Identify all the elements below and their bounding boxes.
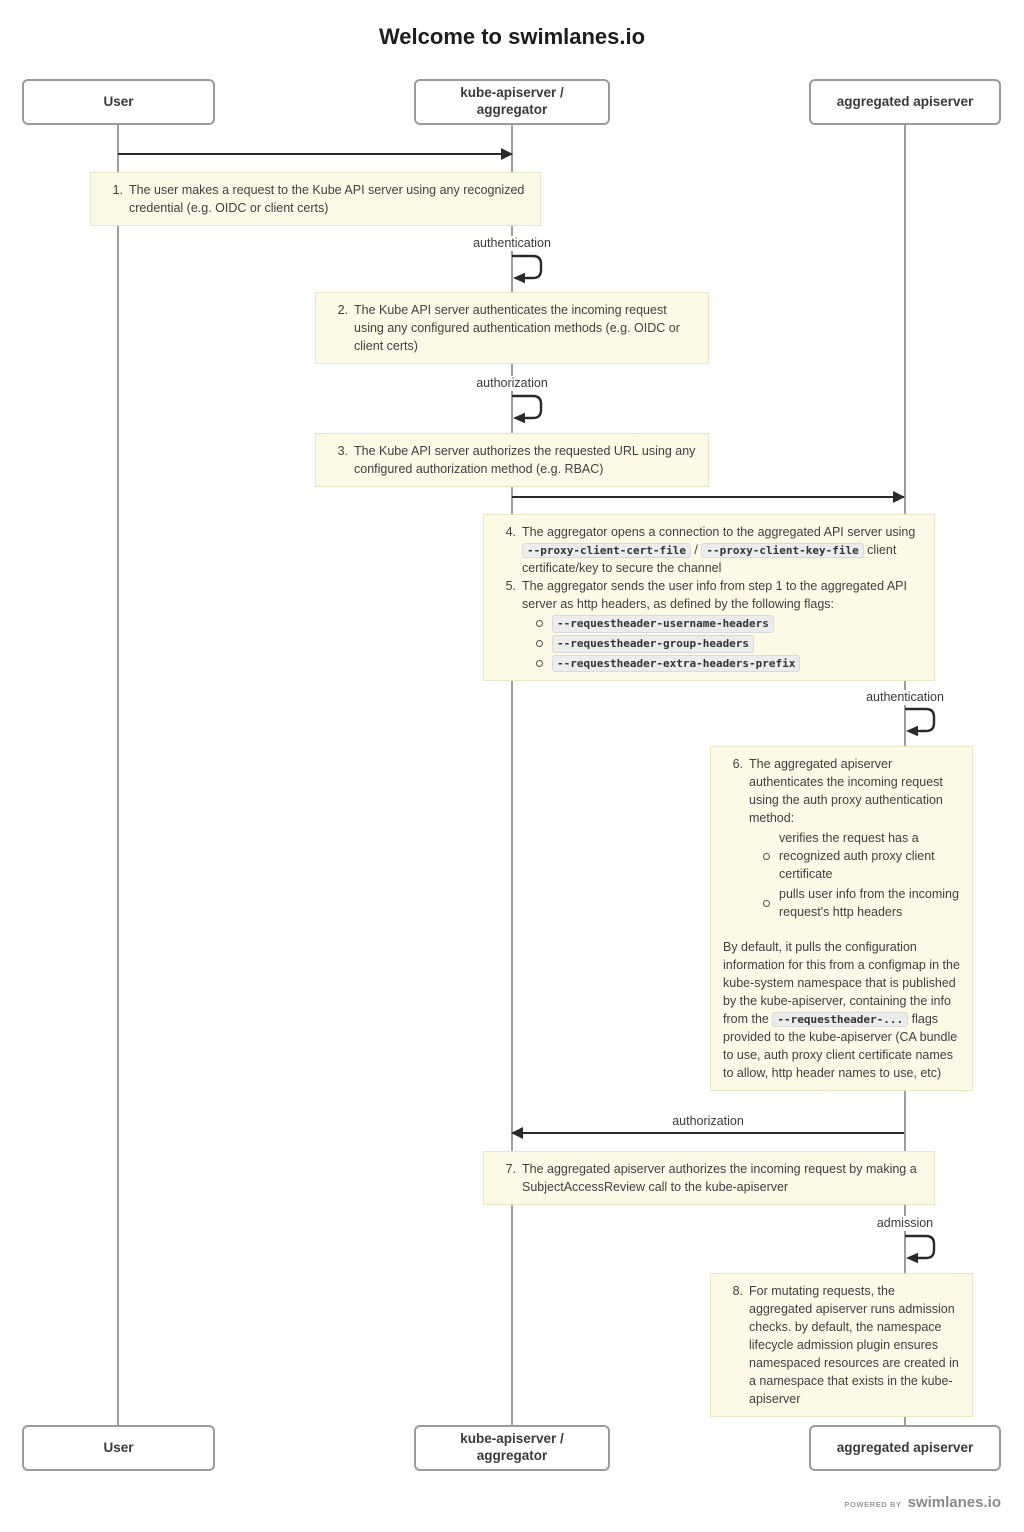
label-admission-aggregated: admission — [835, 1216, 975, 1231]
list-item — [103, 181, 528, 217]
note-text-segment: By default, it pulls the configuration information for this from a configmap in the kube-system namespace that is published by the kube-apiserver, containing the info from the — [723, 940, 960, 1026]
note-paragraph — [723, 938, 960, 1082]
list-item — [496, 1160, 922, 1196]
note-text: The Kube API server authorizes the requested URL using any configured authorization method (e.g. RBAC) — [354, 444, 696, 476]
note-text — [522, 523, 922, 577]
list-number: 2. — [337, 303, 348, 317]
sub-list-text: pulls user info from the incoming request's http headers — [779, 887, 959, 919]
note-text-segment: The aggregator opens a connection to the aggregated API server using — [522, 525, 916, 539]
actor-user-bottom — [22, 1425, 215, 1471]
bullet-circle-icon — [536, 640, 543, 647]
list-number: 3. — [337, 444, 348, 458]
sub-list-item — [536, 655, 922, 673]
note-step-8 — [710, 1273, 973, 1417]
actor-kube-label-line2: aggregator — [476, 1448, 548, 1463]
list-item — [328, 442, 696, 478]
footer-brand-link[interactable]: swimlanes.io — [907, 1494, 1001, 1511]
bullet-circle-icon — [763, 853, 770, 860]
actor-kube-apiserver-bottom — [414, 1425, 610, 1471]
note-text: The aggregated apiserver authorizes the incoming request by making a SubjectAccessReview call to the kube-apiserver — [522, 1162, 917, 1194]
page-title: Welcome to swimlanes.io — [378, 24, 646, 49]
arrowhead-right-icon — [893, 491, 905, 503]
label-authorization-kube: authorization — [442, 376, 582, 391]
message-arrow-kube-to-aggregated — [512, 496, 904, 498]
note-text-segment: flags provided to the kube-apiserver (CA bundle to use, auth proxy client certificate names to allow, http header names to use, etc) — [723, 1012, 958, 1080]
message-arrow-user-to-kube — [118, 153, 512, 155]
actor-kube-label-line1: kube-apiserver / — [460, 85, 564, 101]
label-authentication-kube: authentication — [442, 236, 582, 251]
note-text: The Kube API server authenticates the incoming request using any configured authentication methods (e.g. OIDC or client certs) — [354, 303, 680, 353]
note-step-2 — [315, 292, 709, 364]
code-flag-requestheader-ellipsis: --requestheader-... — [772, 1012, 908, 1027]
code-flag-requestheader-group-headers: --requestheader-group-headers — [552, 635, 754, 653]
code-flag-proxy-client-cert-file: --proxy-client-cert-file — [522, 543, 691, 558]
list-number: 5. — [505, 579, 516, 593]
lifeline-user — [117, 125, 119, 1425]
actor-aggregated-apiserver-top — [809, 79, 1001, 125]
list-item — [723, 1282, 960, 1408]
note-step-1 — [90, 172, 541, 226]
arrowhead-right-icon — [501, 148, 513, 160]
actor-kube-apiserver-top — [414, 79, 610, 125]
actor-user-top — [22, 79, 215, 125]
label-authorization-message: authorization — [638, 1114, 778, 1129]
self-loop-authorization-kube-icon — [511, 393, 547, 425]
note-text-segment: The aggregated apiserver authenticates the incoming request using the auth proxy authentication method: — [749, 757, 943, 825]
note-text — [749, 755, 960, 921]
actor-aggregated-apiserver-bottom — [809, 1425, 1001, 1471]
note-text-segment: client certificate/key to secure the channel — [522, 543, 897, 575]
note-step-3 — [315, 433, 709, 487]
actor-kube-label-line2: aggregator — [476, 102, 548, 117]
note-text: The user makes a request to the Kube API server using any recognized credential (e.g. OIDC or client certs) — [129, 183, 525, 215]
note-text: For mutating requests, the aggregated apiserver runs admission checks. by default, the namespace lifecycle admission plugin ensures namespaced resources are created in a namespace that exists in the kube-apiserver — [749, 1284, 959, 1406]
note-step-7 — [483, 1151, 935, 1205]
code-flag-proxy-client-key-file: --proxy-client-key-file — [701, 543, 863, 558]
self-loop-authentication-aggregated-icon — [904, 706, 940, 738]
list-item — [328, 301, 696, 355]
list-number: 6. — [732, 757, 743, 771]
sub-list-item — [536, 615, 922, 633]
note-text — [522, 577, 922, 672]
note-text-segment: / — [690, 543, 702, 557]
self-loop-authentication-kube-icon — [511, 253, 547, 285]
list-number: 8. — [732, 1284, 743, 1298]
sub-list-item — [763, 885, 960, 921]
list-number: 1. — [112, 183, 123, 197]
sub-list-text: verifies the request has a recognized auth proxy client certificate — [779, 831, 935, 881]
actor-user-label: User — [103, 1439, 134, 1455]
list-number: 7. — [505, 1162, 516, 1176]
sub-list-item — [763, 829, 960, 883]
note-step-4-5 — [483, 514, 935, 681]
code-flag-requestheader-username-headers: --requestheader-username-headers — [552, 615, 774, 633]
list-number: 4. — [505, 525, 516, 539]
actor-user-label: User — [103, 93, 134, 109]
list-item — [496, 523, 922, 577]
arrowhead-left-icon — [511, 1127, 523, 1139]
actor-aggregated-label: aggregated apiserver — [836, 93, 974, 109]
actor-aggregated-label: aggregated apiserver — [836, 1439, 974, 1455]
self-loop-admission-aggregated-icon — [904, 1233, 940, 1265]
bullet-circle-icon — [763, 900, 770, 907]
bullet-circle-icon — [536, 660, 543, 667]
label-authentication-aggregated: authentication — [835, 690, 975, 705]
code-flag-requestheader-extra-headers-prefix: --requestheader-extra-headers-prefix — [552, 655, 800, 673]
footer-powered-by: POWERED BY — [844, 1500, 902, 1509]
sub-list-item — [536, 635, 922, 653]
footer-watermark — [844, 1494, 1001, 1511]
note-step-6 — [710, 746, 973, 1091]
list-item — [723, 755, 960, 921]
message-arrow-aggregated-to-kube — [512, 1132, 904, 1134]
bullet-circle-icon — [536, 620, 543, 627]
note-text-segment: The aggregator sends the user info from step 1 to the aggregated API server as http headers, as defined by the following flags: — [522, 579, 907, 611]
actor-kube-label-line1: kube-apiserver / — [460, 1431, 564, 1447]
list-item — [496, 577, 922, 672]
